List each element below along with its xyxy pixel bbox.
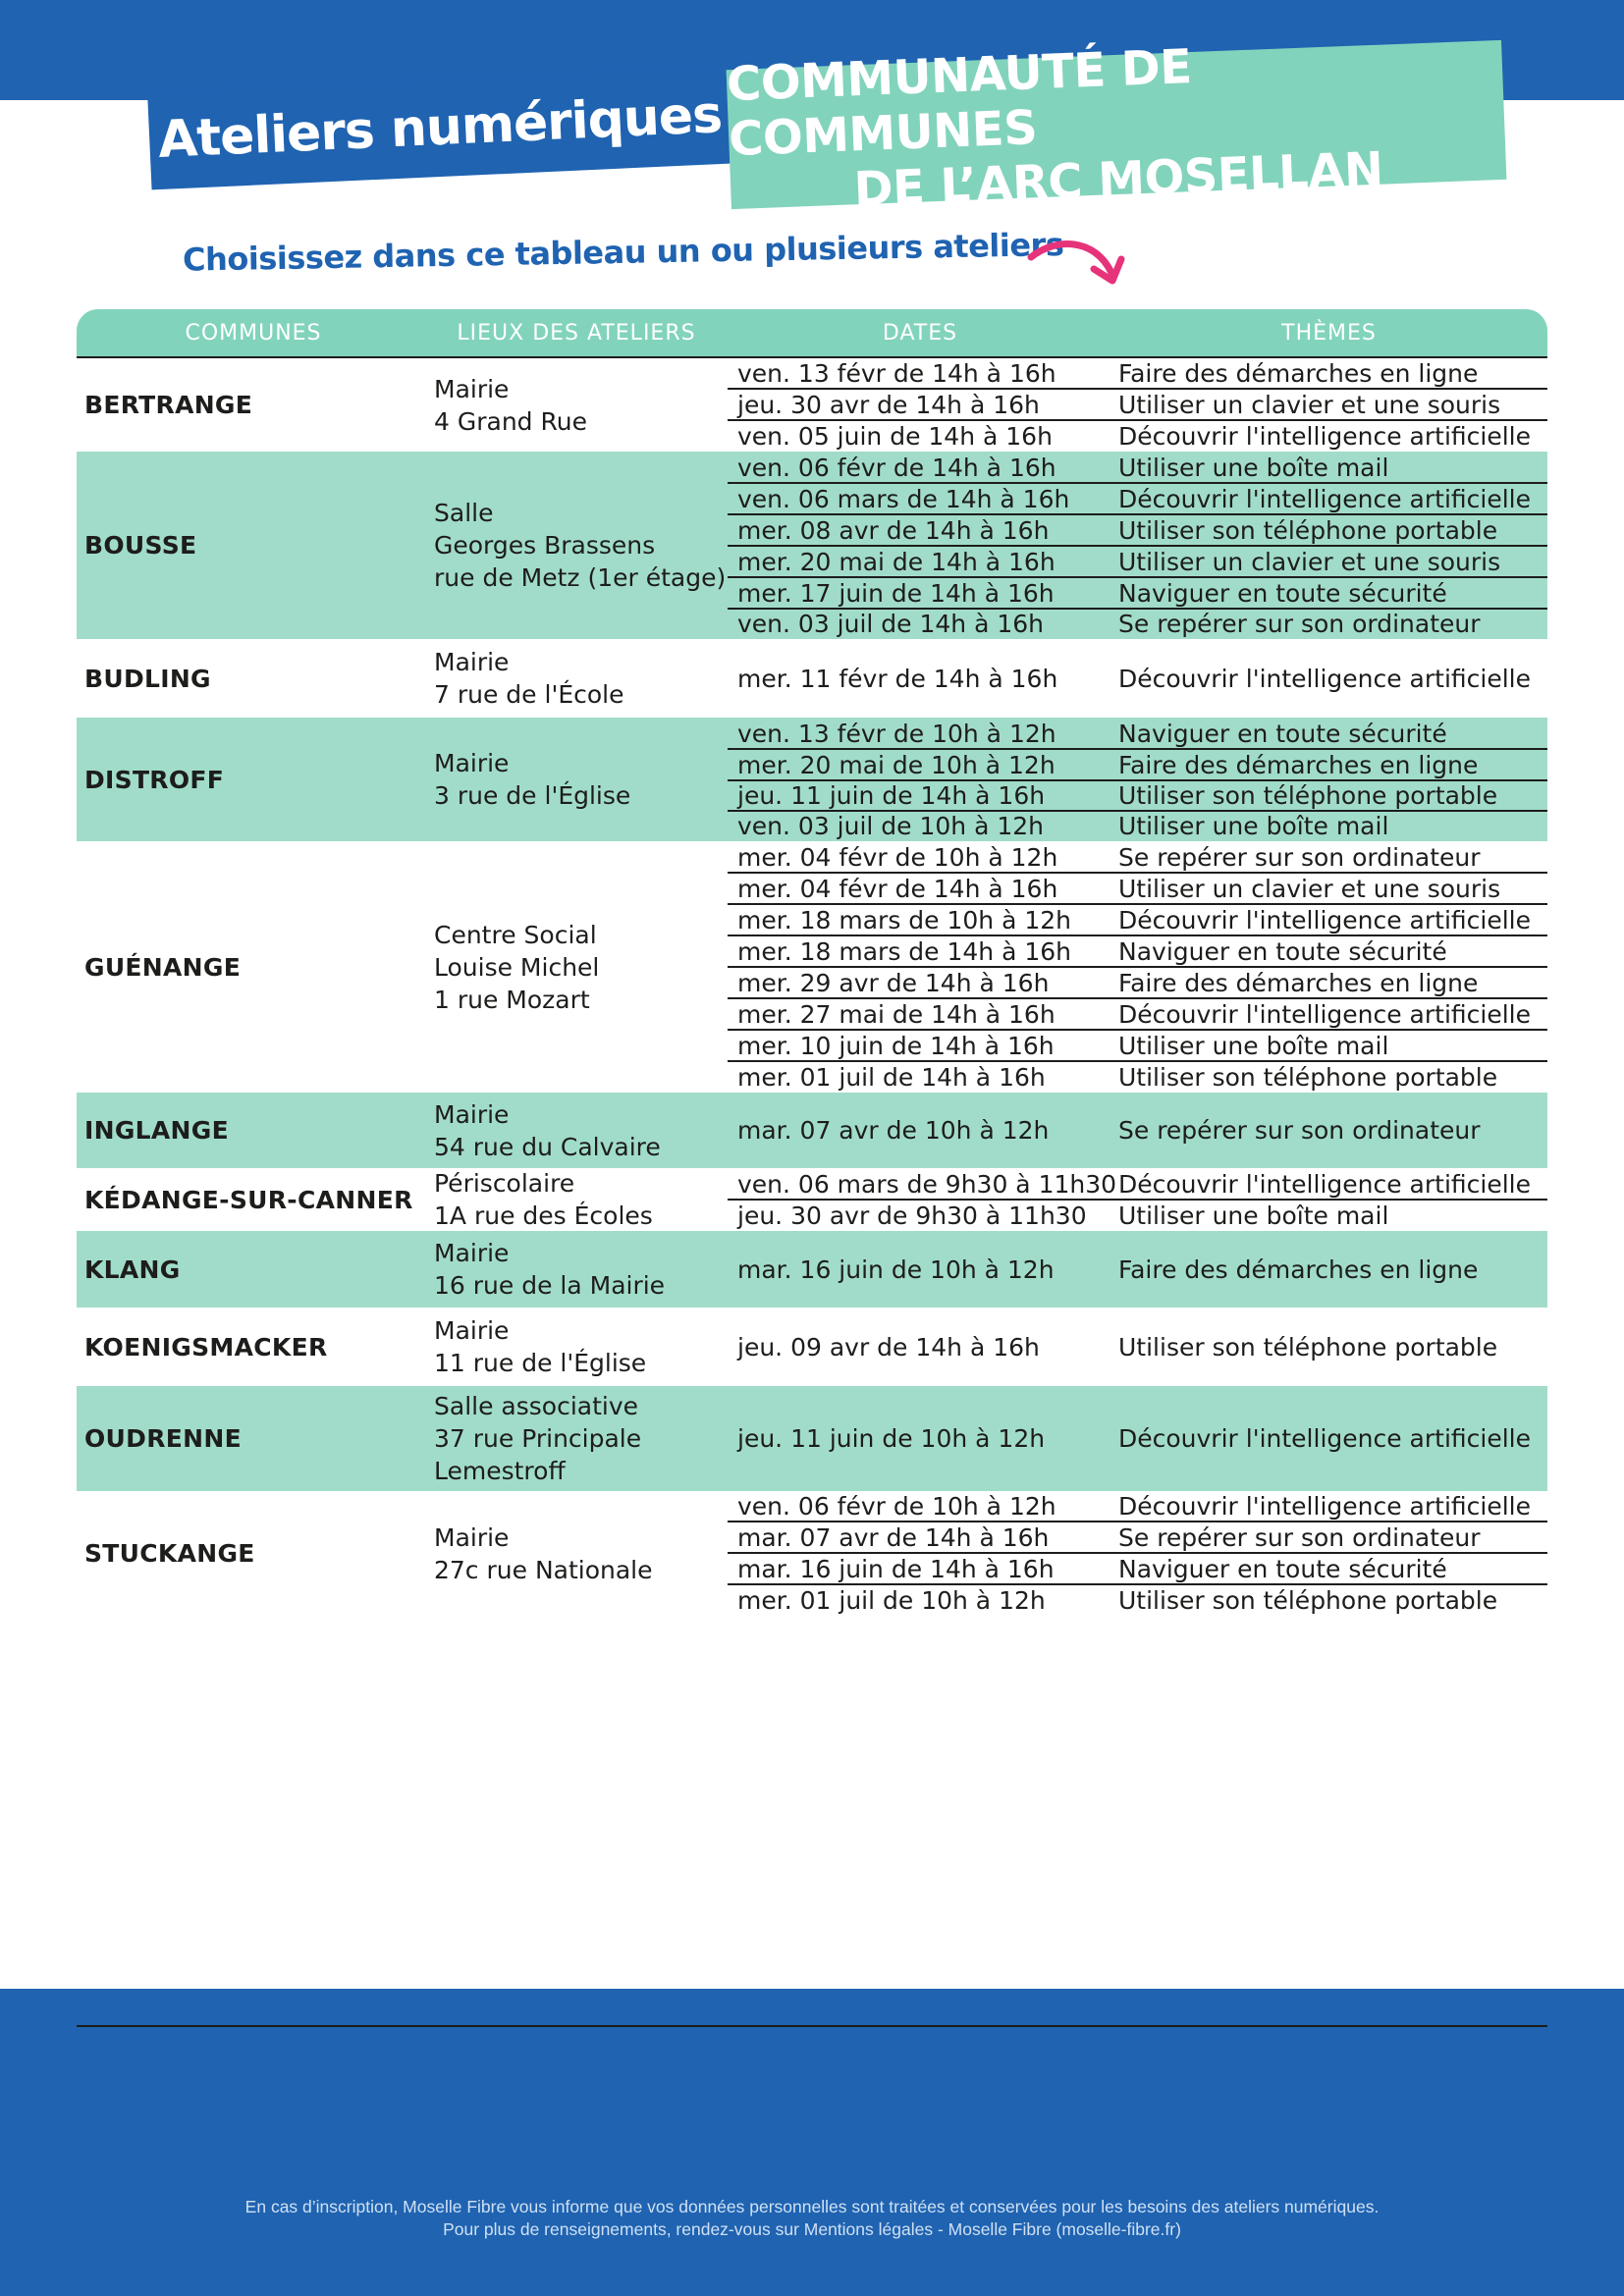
- location-line: 37 rue Principale: [434, 1424, 642, 1453]
- session-date: ven. 13 févr de 14h à 16h: [737, 359, 1056, 388]
- commune-group: [77, 358, 1547, 452]
- session-row: [728, 1200, 1547, 1231]
- column-header-themes: THÈMES: [1281, 321, 1377, 346]
- location-line: 4 Grand Rue: [434, 406, 587, 436]
- session-row: [728, 1553, 1547, 1584]
- session-date: mer. 29 avr de 14h à 16h: [737, 968, 1050, 997]
- location-line: Salle: [434, 499, 494, 527]
- session-date: jeu. 09 avr de 14h à 16h: [737, 1332, 1040, 1362]
- location-line: Louise Michel: [434, 952, 600, 982]
- session-date: mar. 07 avr de 10h à 12h: [737, 1116, 1050, 1145]
- session-date: jeu. 11 juin de 10h à 12h: [737, 1424, 1046, 1453]
- session-date: mer. 04 févr de 14h à 16h: [737, 874, 1058, 903]
- location-line: Mairie: [434, 1099, 510, 1129]
- session-theme: Se repérer sur son ordinateur: [1118, 1116, 1481, 1145]
- footer-line-mentions: Pour plus de renseignements, rendez-vous sur Mentions légales - Moselle Fibre (moselle-fibre.fr): [443, 2219, 1181, 2239]
- session-date: mer. 20 mai de 14h à 16h: [737, 547, 1056, 576]
- commune-name: BERTRANGE: [84, 391, 253, 419]
- commune-name: BUDLING: [84, 664, 211, 693]
- session-row: [728, 1061, 1547, 1093]
- session-theme: Utiliser un clavier et une souris: [1118, 390, 1501, 419]
- session-row: [728, 1522, 1547, 1553]
- session-theme: Se repérer sur son ordinateur: [1118, 1522, 1481, 1552]
- commune-group: [77, 452, 1547, 639]
- organization-name-line1: COMMUNAUTÉ DE COMMUNES: [726, 39, 1193, 168]
- session-row: [728, 389, 1547, 420]
- location-line: Mairie: [434, 1239, 510, 1267]
- session-date: ven. 05 juin de 14h à 16h: [737, 421, 1053, 451]
- location-line: Mairie: [434, 1522, 510, 1552]
- session-row: [728, 1231, 1547, 1308]
- session-date: mer. 01 juil de 14h à 16h: [737, 1062, 1046, 1092]
- session-theme: Faire des démarches en ligne: [1118, 359, 1479, 388]
- session-date: ven. 03 juil de 10h à 12h: [737, 812, 1045, 840]
- session-theme: Utiliser une boîte mail: [1118, 812, 1389, 840]
- commune-name: GUÉNANGE: [84, 952, 242, 982]
- commune-group: [77, 1168, 1547, 1231]
- session-theme: Utiliser un clavier et une souris: [1118, 547, 1501, 576]
- session-theme: Se repérer sur son ordinateur: [1118, 610, 1481, 638]
- location-line: 27c rue Nationale: [434, 1555, 653, 1584]
- commune-name: DISTROFF: [84, 765, 225, 794]
- commune-group: [77, 1491, 1547, 1616]
- session-theme: Faire des démarches en ligne: [1118, 968, 1479, 997]
- session-row: [728, 935, 1547, 967]
- session-row: [728, 873, 1547, 904]
- table-bottom-border: [77, 2025, 1547, 2027]
- session-row: [728, 780, 1547, 811]
- session-theme: Se repérer sur son ordinateur: [1118, 842, 1481, 872]
- session-row: [728, 1093, 1547, 1168]
- session-date: mer. 18 mars de 14h à 16h: [737, 936, 1072, 966]
- location-line: Centre Social: [434, 920, 597, 949]
- organization-banner: [726, 39, 1507, 218]
- session-date: jeu. 30 avr de 9h30 à 11h30: [737, 1201, 1087, 1230]
- location-line: 1 rue Mozart: [434, 985, 590, 1014]
- session-row: [728, 967, 1547, 998]
- location-line: 16 rue de la Mairie: [434, 1271, 666, 1300]
- session-row: [728, 811, 1547, 841]
- session-theme: Découvrir l'intelligence artificielle: [1118, 1169, 1531, 1199]
- session-theme: Découvrir l'intelligence artificielle: [1118, 999, 1531, 1029]
- session-theme: Utiliser une boîte mail: [1118, 1201, 1389, 1230]
- commune-name: KÉDANGE-SUR-CANNER: [84, 1185, 413, 1214]
- session-row: [728, 998, 1547, 1030]
- session-theme: Découvrir l'intelligence artificielle: [1118, 1492, 1531, 1521]
- session-date: ven. 06 févr de 14h à 16h: [737, 453, 1056, 482]
- location-line: Georges Brassens: [434, 531, 656, 560]
- location-line: rue de Metz (1er étage): [434, 563, 727, 592]
- session-row: [728, 1030, 1547, 1061]
- session-row: [728, 718, 1547, 749]
- legal-footer: [0, 2196, 1624, 2241]
- location-line: Mairie: [434, 648, 510, 676]
- session-row: [728, 904, 1547, 935]
- session-theme: Découvrir l'intelligence artificielle: [1118, 484, 1531, 513]
- session-date: mer. 10 juin de 14h à 16h: [737, 1031, 1055, 1060]
- session-date: ven. 06 mars de 9h30 à 11h30: [737, 1169, 1117, 1199]
- session-theme: Naviguer en toute sécurité: [1118, 1554, 1447, 1583]
- commune-name: BOUSSE: [84, 531, 197, 560]
- location-line: Mairie: [434, 374, 510, 403]
- session-row: [728, 841, 1547, 873]
- column-header-communes: COMMUNES: [185, 321, 322, 346]
- session-theme: Découvrir l'intelligence artificielle: [1118, 421, 1531, 451]
- location-line: Lemestroff: [434, 1457, 566, 1485]
- commune-name: KOENIGSMACKER: [84, 1332, 328, 1362]
- commune-group: [77, 841, 1547, 1093]
- session-date: jeu. 30 avr de 14h à 16h: [737, 390, 1040, 419]
- session-date: ven. 03 juil de 14h à 16h: [737, 610, 1045, 638]
- commune-name: INGLANGE: [84, 1116, 229, 1145]
- column-header-dates: DATES: [882, 321, 958, 346]
- session-theme: Naviguer en toute sécurité: [1118, 936, 1447, 966]
- session-date: mer. 17 juin de 14h à 16h: [737, 578, 1055, 608]
- session-theme: Utiliser son téléphone portable: [1118, 1585, 1498, 1615]
- session-date: mer. 11 févr de 14h à 16h: [737, 664, 1058, 693]
- session-date: ven. 13 févr de 10h à 12h: [737, 719, 1056, 748]
- session-date: mer. 08 avr de 14h à 16h: [737, 515, 1050, 545]
- session-theme: Naviguer en toute sécurité: [1118, 719, 1447, 748]
- bottom-blue-band: [0, 1989, 1624, 2296]
- session-row: [728, 546, 1547, 577]
- session-row: [728, 1308, 1547, 1386]
- location-line: 54 rue du Calvaire: [434, 1132, 661, 1161]
- instruction-text: Choisissez dans ce tableau un ou plusieurs ateliers: [182, 226, 1064, 279]
- session-row: [728, 420, 1547, 452]
- location-line: 11 rue de l'Église: [434, 1349, 647, 1377]
- session-date: jeu. 11 juin de 14h à 16h: [737, 781, 1046, 810]
- location-line: Périscolaire: [434, 1169, 575, 1198]
- commune-group: [77, 1231, 1547, 1308]
- session-theme: Utiliser son téléphone portable: [1118, 1062, 1498, 1092]
- commune-group: [77, 1308, 1547, 1386]
- session-row: [728, 358, 1547, 389]
- commune-name: STUCKANGE: [84, 1539, 255, 1568]
- session-theme: Faire des démarches en ligne: [1118, 1255, 1479, 1284]
- organization-name-line2: DE L’ARC MOSELLAN: [852, 141, 1384, 218]
- footer-line-privacy: En cas d’inscription, Moselle Fibre vous informe que vos données personnelles sont traitées et conservées pour les besoins des ateliers numériques.: [244, 2197, 1380, 2216]
- session-theme: Utiliser son téléphone portable: [1118, 515, 1498, 545]
- session-theme: Découvrir l'intelligence artificielle: [1118, 1424, 1531, 1453]
- session-date: mar. 07 avr de 14h à 16h: [737, 1522, 1050, 1552]
- session-row: [728, 577, 1547, 609]
- session-date: mar. 16 juin de 10h à 12h: [737, 1255, 1055, 1284]
- commune-group: [77, 1093, 1547, 1168]
- session-date: mer. 27 mai de 14h à 16h: [737, 999, 1056, 1029]
- session-date: ven. 06 mars de 14h à 16h: [737, 484, 1070, 513]
- session-theme: Utiliser un clavier et une souris: [1118, 874, 1501, 903]
- session-date: mer. 20 mai de 10h à 12h: [737, 750, 1056, 779]
- location-line: Mairie: [434, 749, 510, 777]
- commune-name: OUDRENNE: [84, 1424, 242, 1453]
- session-date: ven. 06 févr de 10h à 12h: [737, 1492, 1056, 1521]
- session-date: mar. 16 juin de 14h à 16h: [737, 1554, 1055, 1583]
- session-date: mer. 04 févr de 10h à 12h: [737, 842, 1058, 872]
- session-theme: Découvrir l'intelligence artificielle: [1118, 905, 1531, 934]
- session-row: [728, 452, 1547, 483]
- session-theme: Utiliser son téléphone portable: [1118, 1332, 1498, 1362]
- session-row: [728, 639, 1547, 718]
- session-row: [728, 609, 1547, 639]
- session-theme: Naviguer en toute sécurité: [1118, 578, 1447, 608]
- session-row: [728, 1168, 1547, 1200]
- session-theme: Utiliser une boîte mail: [1118, 1031, 1389, 1060]
- session-row: [728, 749, 1547, 780]
- session-theme: Utiliser son téléphone portable: [1118, 781, 1498, 810]
- location-line: Mairie: [434, 1316, 510, 1345]
- session-theme: Découvrir l'intelligence artificielle: [1118, 664, 1531, 693]
- page-title: Ateliers numériques: [156, 85, 724, 170]
- session-date: mer. 18 mars de 10h à 12h: [737, 905, 1072, 934]
- commune-group: [77, 718, 1547, 841]
- session-row: [728, 483, 1547, 514]
- session-row: [728, 1386, 1547, 1491]
- session-row: [728, 514, 1547, 546]
- commune-group: [77, 1386, 1547, 1491]
- commune-name: KLANG: [84, 1255, 181, 1284]
- location-line: 3 rue de l'Église: [434, 781, 631, 810]
- session-row: [728, 1584, 1547, 1616]
- session-theme: Utiliser une boîte mail: [1118, 453, 1389, 482]
- curved-arrow-icon: [1021, 236, 1129, 294]
- commune-group: [77, 639, 1547, 718]
- session-row: [728, 1491, 1547, 1522]
- column-header-lieux: LIEUX DES ATELIERS: [457, 321, 696, 346]
- session-theme: Faire des démarches en ligne: [1118, 750, 1479, 779]
- location-line: Salle associative: [434, 1392, 639, 1420]
- location-line: 7 rue de l'École: [434, 680, 624, 709]
- location-line: 1A rue des Écoles: [434, 1201, 653, 1230]
- session-date: mer. 01 juil de 10h à 12h: [737, 1585, 1046, 1615]
